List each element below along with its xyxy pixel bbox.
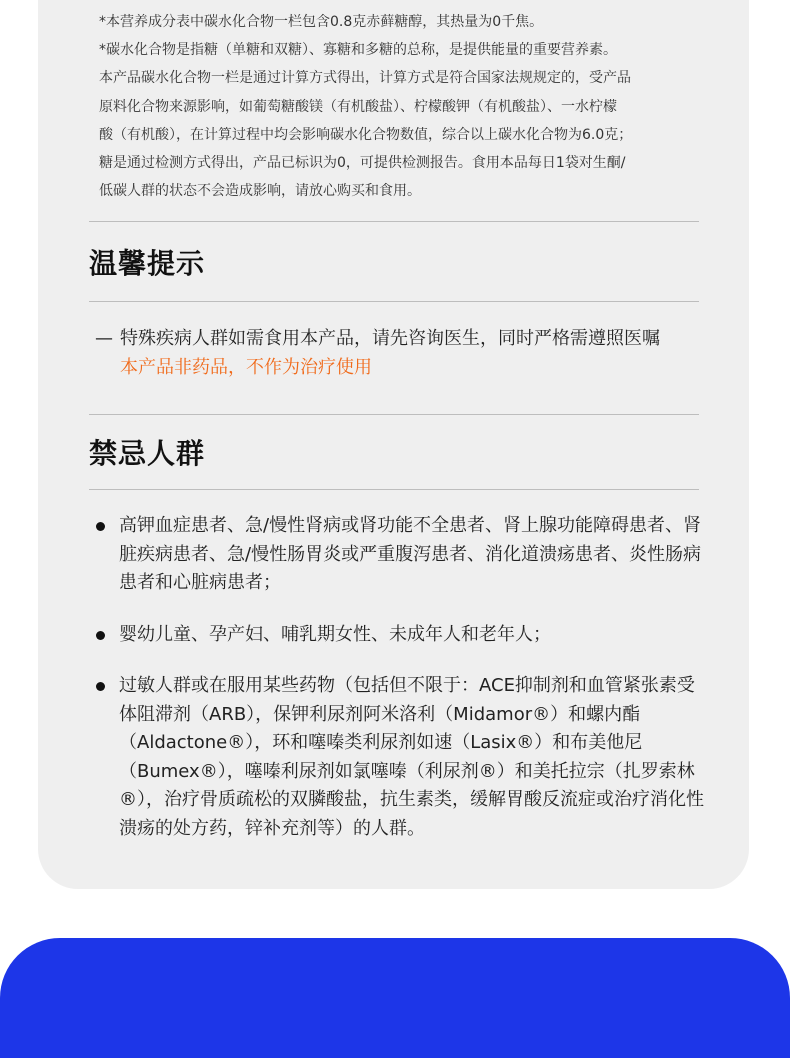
tip-text: 特殊疾病人群如需食用本产品，请先咨询医生，同时严格需遵照医嘱 [120,328,660,349]
section-divider [89,414,699,415]
contraindications-list [94,512,704,866]
nutrition-notes [99,8,724,205]
section-divider [89,489,699,490]
list-item: 高钾血症患者、急/慢性肾病或肾功能不全患者、肾上腺功能障碍患者、肾脏疾病患者、急/慢性肠胃炎或严重腹泻患者、消化道溃疡患者、炎性肠病患者和心脏病患者； [94,512,704,598]
dash-marker: — [95,328,113,349]
note-line: 原料化合物来源影响，如葡萄糖酸镁（有机酸盐）、柠檬酸钾（有机酸盐）、一水柠檬 [99,98,617,115]
tips-heading: 温馨提示 [89,247,206,280]
section-divider [89,301,699,302]
note-line: 酸（有机酸），在计算过程中均会影响碳水化合物数值，综合以上碳水化合物为6.0克； [99,126,633,143]
section-divider [89,221,699,222]
blue-footer-band [0,938,790,1058]
note-line: *碳水化合物是指糖（单糖和双糖）、寡糖和多糖的总称，是提供能量的重要营养素。 [99,42,617,59]
note-line: 本产品碳水化合物一栏是通过计算方式得出，计算方式是符合国家法规规定的，受产品 [99,70,631,87]
note-line: 糖是通过检测方式得出，产品已标识为0，可提供检测报告。食用本品每日1袋对生酮/ [99,155,626,172]
tip-highlight: 本产品非药品，不作为治疗使用 [120,357,372,378]
list-item: 过敏人群或在服用某些药物（包括但不限于：ACE抑制剂和血管紧张素受体阻滞剂（ARB），保钾利尿剂阿米洛利（Midamor®）和螺内酯（Aldactone®），环和噻嗪类利尿剂如速（Lasix®）和布美他尼（Bumex®），噻嗪利尿剂如氯噻嗪（利尿剂®）和美托拉宗（扎罗索林®），治疗骨质疏松的双膦酸盐，抗生素类，缓解胃酸反流症或治疗消化性溃疡的处方药，锌补充剂等）的人群。 [94,672,704,843]
note-line: 低碳人群的状态不会造成影响，请放心购买和食用。 [99,183,421,200]
list-item: 婴幼儿童、孕产妇、哺乳期女性、未成年人和老年人； [94,621,704,650]
note-line: *本营养成分表中碳水化合物一栏包含0.8克赤藓糖醇，其热量为0千焦。 [99,14,544,30]
tip-item [95,324,735,382]
contraindications-heading: 禁忌人群 [89,437,206,470]
